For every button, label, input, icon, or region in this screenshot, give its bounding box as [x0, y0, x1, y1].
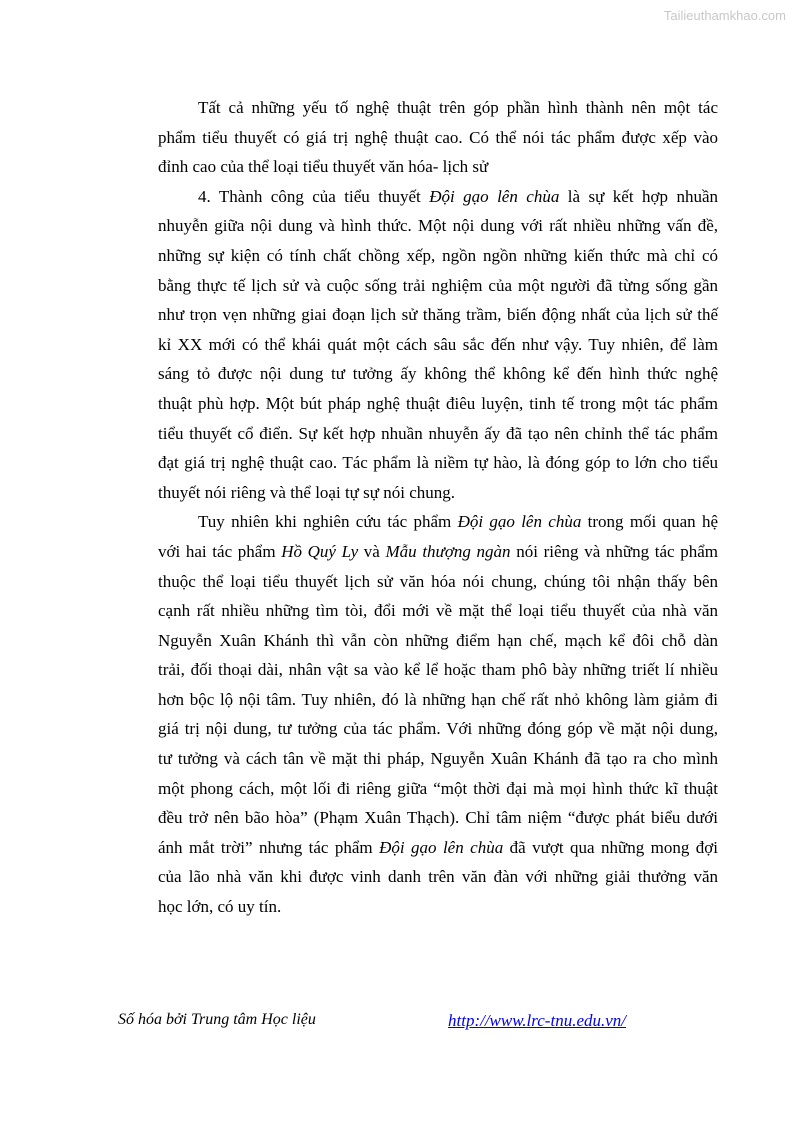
text-line: thuyết nói riêng và thể loại tự sự nói chung. [158, 482, 455, 502]
text-line: tư tưởng và cách tân về mặt thi pháp, Nguyễn Xuân Khánh đã tạo ra cho mình [158, 749, 718, 769]
book-title: Mẫu thượng ngàn [385, 541, 511, 561]
text-segment: Tuy nhiên khi nghiên cứu tác phẩm [198, 512, 458, 532]
text-line: thuật phù hợp. Một bút pháp nghệ thuật điêu luyện, tinh tế trong một tác phẩm [158, 393, 718, 413]
text-line: học lớn, có uy tín. [158, 897, 282, 917]
text-line: Tất cả những yếu tố nghệ thuật trên góp phần hình thành nên một tác [198, 98, 718, 117]
paragraph-3 [118, 507, 718, 921]
text-line: phẩm tiểu thuyết có giá trị nghệ thuật cao. Có thể nói tác phẩm được xếp vào [158, 127, 718, 147]
text-line [118, 833, 718, 863]
book-title: Hồ Quý Ly [281, 541, 359, 561]
text-line: kỉ XX mới có thể khái quát một cách sâu sắc đến như vậy. Tuy nhiên, để làm [158, 334, 718, 354]
footer-link[interactable]: http://www.lrc-tnu.edu.vn/ [448, 1011, 627, 1030]
book-title: Đội gạo lên chùa [429, 186, 560, 206]
text-line [118, 507, 718, 537]
text-line: đỉnh cao của thể loại tiểu thuyết văn hóa- lịch sử [158, 157, 489, 177]
text-line: bằng thực tế lịch sử và cuộc sống trải nghiệm của một người đã từng sống gần [158, 275, 718, 295]
text-segment: nói riêng và những tác phẩm [510, 541, 719, 561]
paragraph-1 [118, 93, 718, 182]
text-segment: và [358, 541, 386, 561]
paragraph-2 [118, 182, 718, 508]
text-line: tiểu thuyết cổ điển. Sự kết hợp nhuần nhuyễn ấy đã tạo nên chỉnh thể tác phẩm [158, 423, 718, 443]
text-line: đạt giá trị nghệ thuật cao. Tác phẩm là niềm tự hào, là đóng góp to lớn cho tiểu [158, 453, 718, 473]
text-line [118, 537, 718, 567]
text-line: nhuyễn giữa nội dung và hình thức. Một nội dung với rất nhiều những vấn đề, [158, 216, 718, 236]
text-segment: với hai tác phẩm [158, 541, 282, 561]
footer-credit: Số hóa bởi Trung tâm Học liệu [118, 1011, 316, 1028]
book-title: Đội gạo lên chùa [379, 837, 504, 857]
text-segment: ánh mắt trời” nhưng tác phẩm [158, 837, 380, 857]
text-line: như trọn vẹn những giai đoạn lịch sử thăng trầm, biến động nhất của lịch sử thế [158, 305, 718, 325]
text-line: hơn bộc lộ nội tâm. Tuy nhiên, đó là những hạn chế rất nhỏ không làm giảm đi [158, 689, 718, 709]
page-footer [118, 1011, 718, 1035]
text-line: một phong cách, một lối đi riêng giữa “một thời đại mà mọi hình thức kĩ thuật [158, 778, 718, 798]
book-title: Đội gạo lên chùa [457, 512, 582, 532]
text-line: của lão nhà văn khi được vinh danh trên văn đàn với những giải thưởng văn [158, 867, 718, 887]
text-line: cạnh rất nhiều những tìm tòi, đổi mới về mặt thể loại tiểu thuyết của nhà văn [158, 601, 718, 621]
text-segment: trong mối quan hệ [581, 512, 718, 532]
document-body [118, 93, 718, 922]
text-line: giá trị nội dung, tư tưởng của tác phẩm. Với những đóng góp về mặt nội dung, [158, 719, 718, 739]
text-line: những sự kiện có tính chất chồng xếp, ngồn ngồn những kiến thức mà chỉ có [158, 245, 718, 265]
text-line [118, 182, 718, 212]
text-line: sáng tỏ được nội dung tư tưởng ấy không thể không kể đến hình thức nghệ [158, 364, 718, 384]
text-segment: đã vượt qua những mong đợi [503, 837, 718, 857]
text-segment: 4. Thành công của tiểu thuyết [198, 186, 430, 206]
text-line: thuộc thể loại tiểu thuyết lịch sử văn hóa nói chung, chúng tôi nhận thấy bên [158, 571, 718, 591]
text-line: Nguyễn Xuân Khánh thì vẫn còn những điểm hạn chế, mạch kể đôi chỗ dàn [158, 630, 718, 650]
text-segment: là sự kết hợp nhuần [559, 186, 718, 206]
text-line: trải, đối thoại dài, nhân vật sa vào kể lể hoặc tham phô bày những triết lí nhiều [158, 660, 718, 680]
watermark: Tailieuthamkhao.com [663, 8, 786, 23]
text-line: đều trở nên bão hòa” (Phạm Xuân Thạch). Chỉ tâm niệm “được phát biểu dưới [158, 808, 718, 828]
